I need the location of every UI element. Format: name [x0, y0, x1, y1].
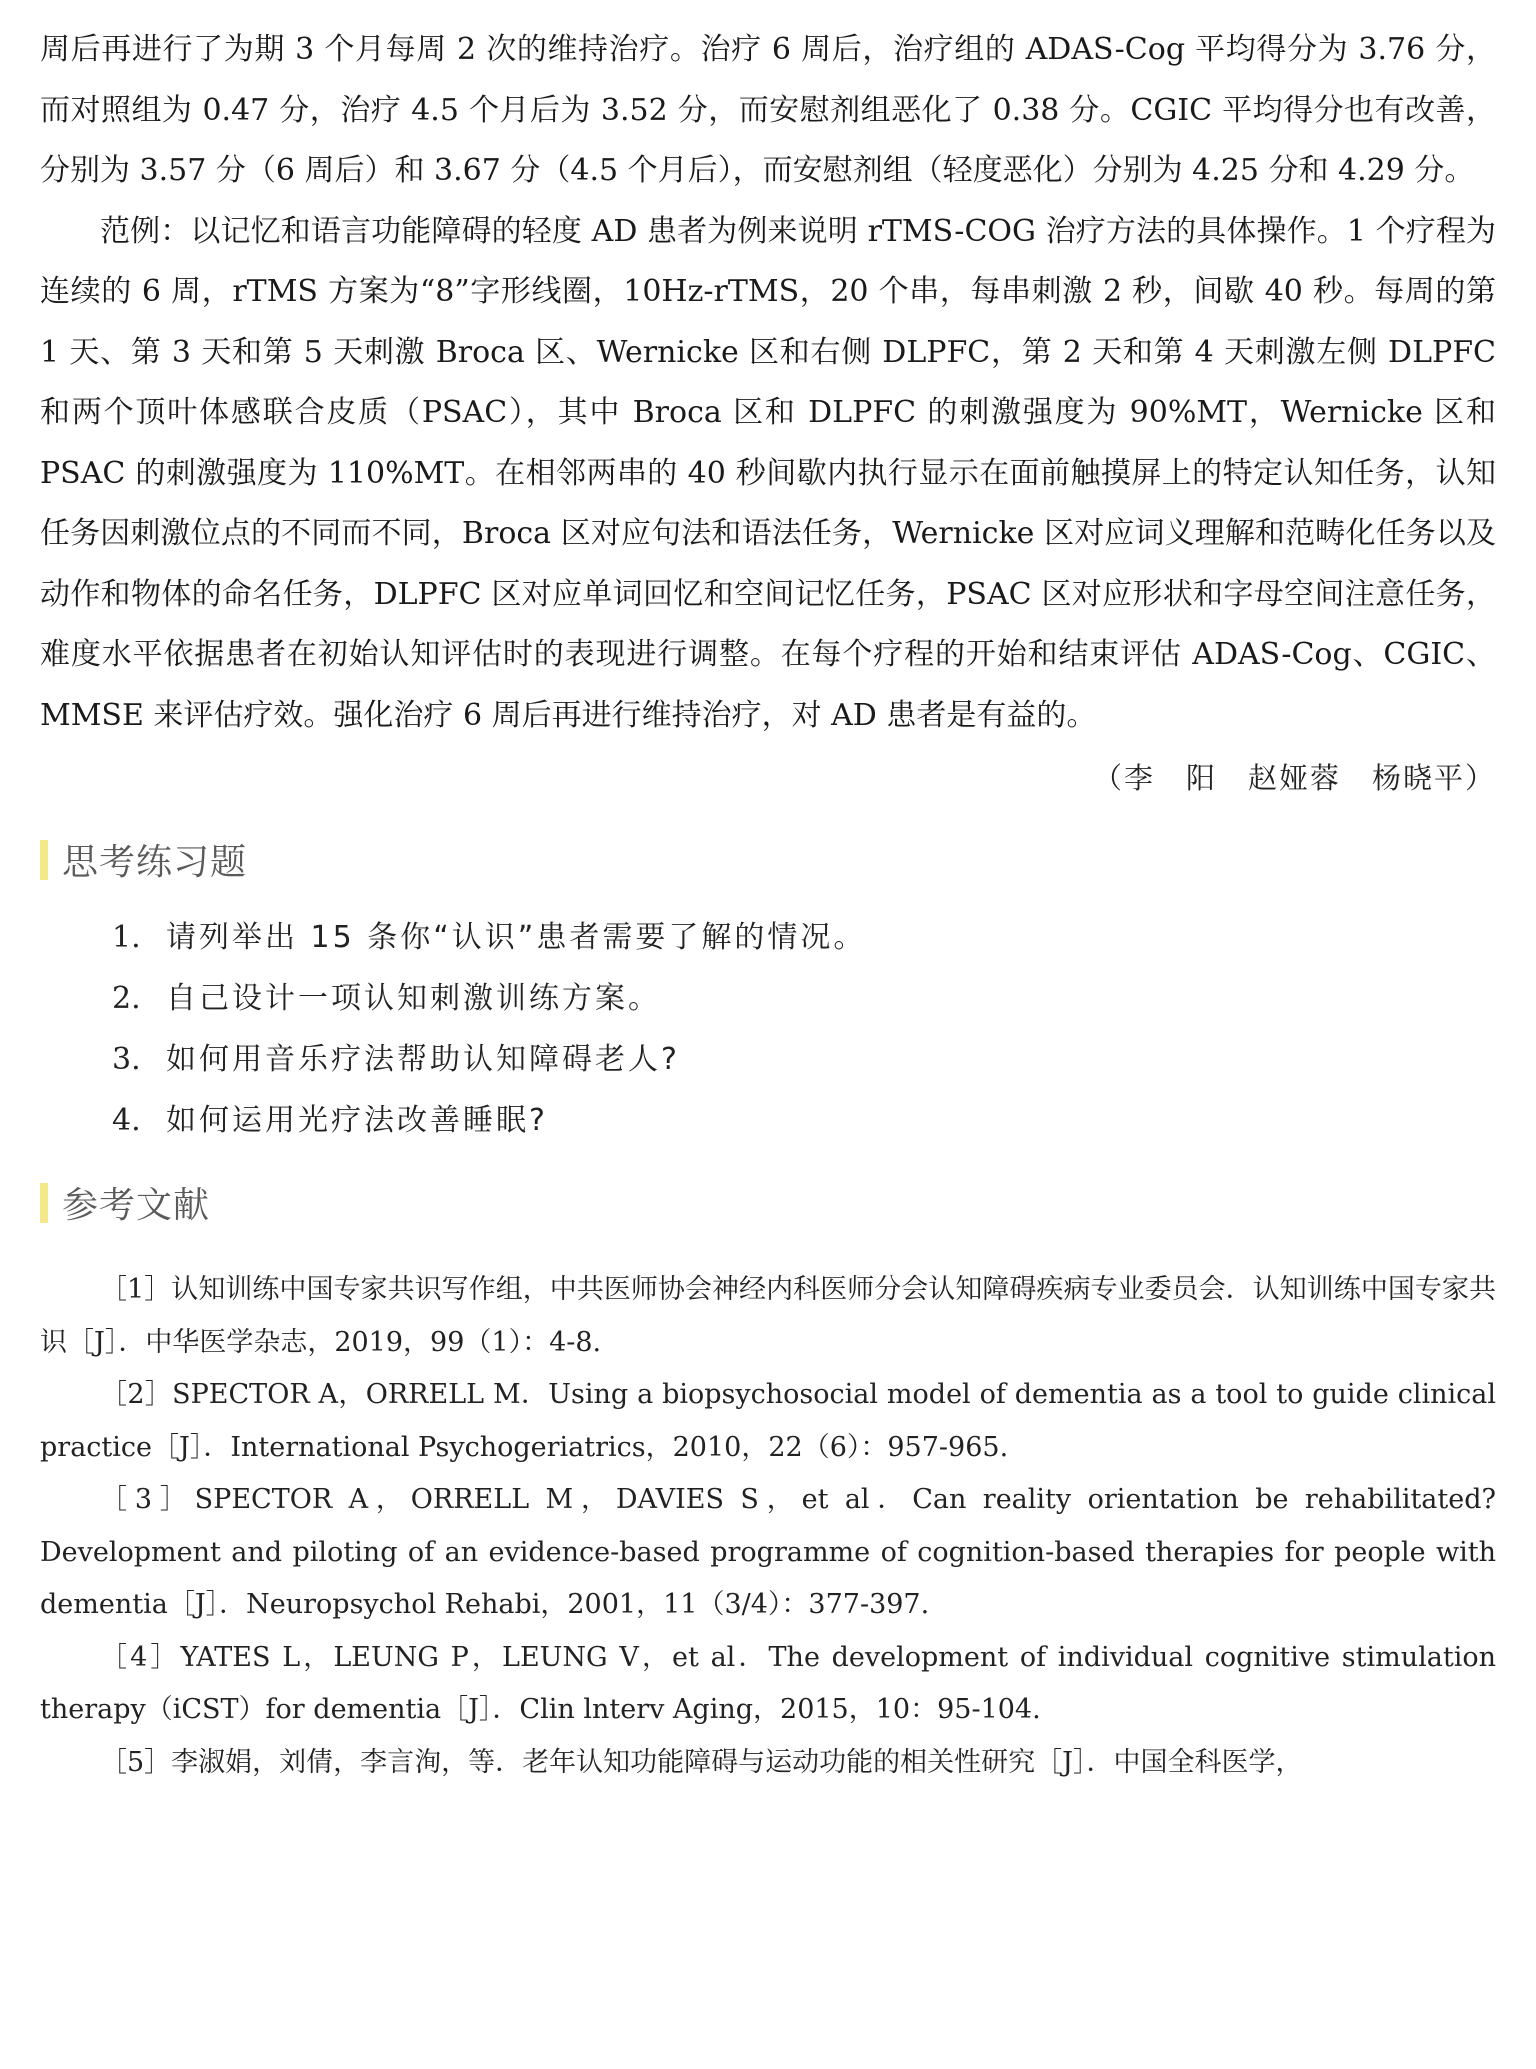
exercise-number: 3.: [112, 1042, 141, 1077]
exercise-item: [112, 1090, 1496, 1151]
exercise-text: 请列举出 15 条你“认识”患者需要了解的情况。: [166, 920, 867, 955]
reference-item: ［2］SPECTOR A，ORRELL M．Using a biopsychosocial model of dementia as a tool to guide clinical practice［J］．International Psychogeriatrics，2010，22（6）：957-965.: [40, 1379, 1496, 1463]
section-marker-bar: [40, 840, 48, 880]
document-page: [40, 20, 1496, 1789]
reference-item: ［4］YATES L，LEUNG P，LEUNG V，et al．The development of individual cognitive stimulation therapy（iCST）for dementia［J］．Clin lnterv Aging，2015，10：95-104.: [40, 1641, 1496, 1725]
exercise-item: [112, 968, 1496, 1029]
exercise-number: 1.: [112, 920, 141, 955]
exercise-list: [40, 907, 1496, 1151]
body-paragraph-example: 范例：以记忆和语言功能障碍的轻度 AD 患者为例来说明 rTMS-COG 治疗方法的具体操作。1 个疗程为连续的 6 周，rTMS 方案为“8”字形线圈，10Hz-rTMS，20 个串，每串刺激 2 秒，间歇 40 秒。每周的第 1 天、第 3 天和第 5 天刺激 Broca 区、Wernicke 区和右侧 DLPFC，第 2 天和第 4 天刺激左侧 DLPFC 和两个顶叶体感联合皮质（PSAC），其中 Broca 区和 DLPFC 的刺激强度为 90%MT，Wernicke 区和 PSAC 的刺激强度为 110%MT。在相邻两串的 40 秒间歇内执行显示在面前触摸屏上的特定认知任务，认知任务因刺激位点的不同而不同，Broca 区对应句法和语法任务，Wernicke 区对应词义理解和范畴化任务以及动作和物体的命名任务，DLPFC 区对应单词回忆和空间记忆任务，PSAC 区对应形状和字母空间注意任务，难度水平依据患者在初始认知评估时的表现进行调整。在每个疗程的开始和结束评估 ADAS-Cog、CGIC、MMSE 来评估疗效。强化治疗 6 周后再进行维持治疗，对 AD 患者是有益的。: [40, 213, 1496, 733]
reference-item: ［3］SPECTOR A，ORRELL M，DAVIES S，et al．Can reality orientation be rehabilitated? Development and piloting of an evidence-based programme of cognition-based therapies for people with dementia［J］．Neuropsychol Rehabi，2001，11（3/4）：377-397.: [40, 1484, 1496, 1620]
exercise-number: 4.: [112, 1103, 141, 1138]
reference-item: ［5］李淑娟，刘倩，李言洵，等．老年认知功能障碍与运动功能的相关性研究［J］．中国全科医学，: [100, 1746, 1303, 1778]
references-heading: [40, 1177, 1496, 1228]
references-title: 参考文献: [62, 1185, 211, 1226]
author-signature: （李 阳 赵娅蓉 杨晓平）: [1092, 761, 1496, 795]
body-paragraph-continued: 周后再进行了为期 3 个月每周 2 次的维持治疗。治疗 6 周后，治疗组的 ADAS-Cog 平均得分为 3.76 分，而对照组为 0.47 分，治疗 4.5 个月后为 3.52 分，而安慰剂组恶化了 0.38 分。CGIC 平均得分也有改善，分别为 3.57 分（6 周后）和 3.67 分（4.5 个月后），而安慰剂组（轻度恶化）分别为 4.25 分和 4.29 分。: [40, 32, 1496, 188]
exercise-text: 如何用音乐疗法帮助认知障碍老人?: [166, 1042, 680, 1077]
exercise-item: [112, 907, 1496, 968]
section-marker-bar: [40, 1183, 48, 1223]
exercise-number: 2.: [112, 981, 141, 1016]
exercise-text: 自己设计一项认知刺激训练方案。: [166, 981, 661, 1016]
exercises-title: 思考练习题: [62, 842, 248, 883]
reference-item: ［1］认知训练中国专家共识写作组，中共医师协会神经内科医师分会认知障碍疾病专业委员会．认知训练中国专家共识［J］．中华医学杂志，2019，99（1）：4-8.: [40, 1274, 1496, 1358]
exercises-heading: [40, 834, 1496, 885]
exercise-item: [112, 1029, 1496, 1090]
exercise-text: 如何运用光疗法改善睡眠?: [166, 1103, 548, 1138]
reference-list: [40, 1264, 1496, 1789]
